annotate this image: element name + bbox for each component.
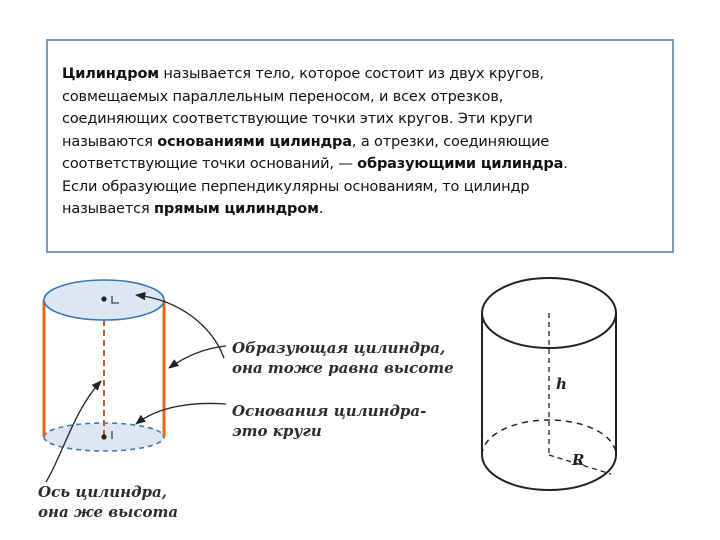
right-bottom-visible-arc [482, 455, 616, 490]
term-generatrices: образующими цилиндра [357, 156, 564, 172]
arrow-to-generatrix [169, 346, 226, 368]
height-label: h [556, 375, 567, 393]
bottom-center-point [101, 434, 106, 439]
generatrix-label: Образующая цилиндра, она тоже равна высоте [232, 339, 454, 377]
bases-label: Основания цилиндра- это круги [232, 402, 427, 440]
axis-label: Ось цилиндра, она же высота [38, 483, 179, 521]
term-right-cylinder: прямым цилиндром [153, 201, 319, 217]
top-center-point [101, 296, 106, 301]
term-bases: основаниями цилиндра [157, 133, 352, 150]
right-cylinder [482, 278, 616, 490]
radius-label: R [572, 451, 585, 469]
term-cylinder: Цилиндром [62, 66, 159, 82]
arrow-to-bottom-base [136, 403, 226, 424]
definition-text: Цилиндром называется тело, которое состоит из двух кругов, совмещаемых параллельным переносом, и всех отрезков, соединяющих соответствующие точки этих кругов. Эти круги называются основаниями цилиндра, а отрезки, соединяющие соответствующие точки оснований, — образующими цилиндра. Если образующие перпендикулярны основаниям, то цилиндр называется прямым цилиндром. [62, 66, 568, 217]
left-cylinder [44, 280, 164, 451]
